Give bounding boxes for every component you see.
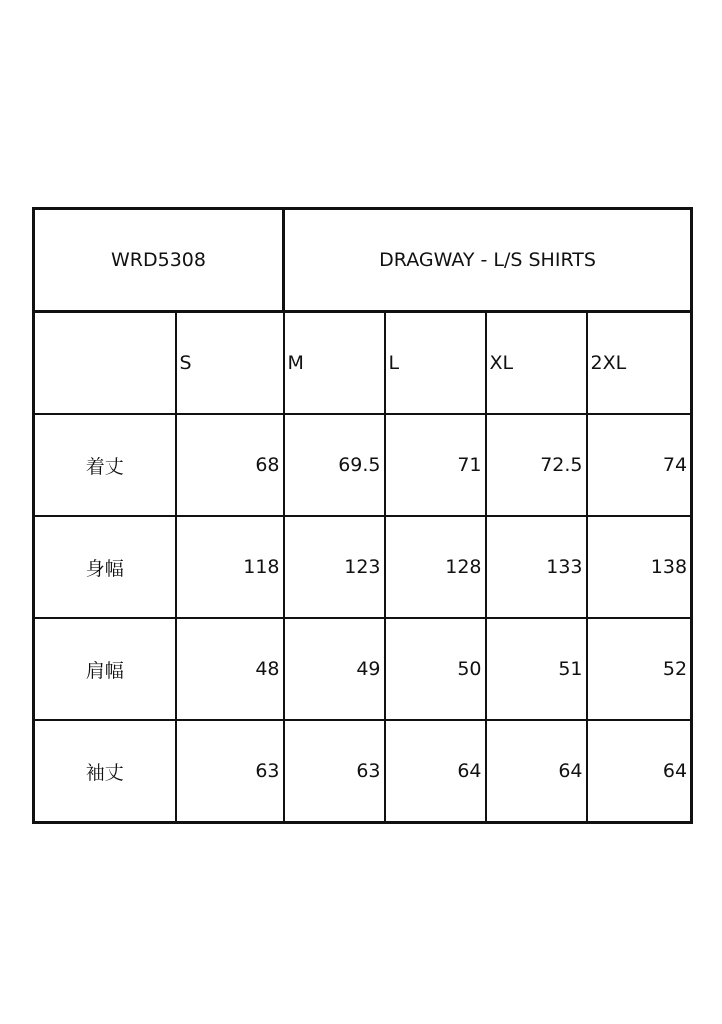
size-label-xl: XL — [486, 312, 587, 415]
row-label: 身幅 — [34, 516, 176, 618]
size-label-2xl: 2XL — [587, 312, 692, 415]
size-label-l: L — [385, 312, 486, 415]
value-cell: 123 — [284, 516, 385, 618]
value-cell: 49 — [284, 618, 385, 720]
row-label: 肩幅 — [34, 618, 176, 720]
value-cell: 51 — [486, 618, 587, 720]
value-cell: 133 — [486, 516, 587, 618]
value-cell: 69.5 — [284, 414, 385, 516]
row-label: 袖丈 — [34, 720, 176, 823]
corner-cell — [34, 312, 176, 415]
value-cell: 63 — [176, 720, 284, 823]
size-label-m: M — [284, 312, 385, 415]
value-cell: 118 — [176, 516, 284, 618]
value-cell: 48 — [176, 618, 284, 720]
product-code: WRD5308 — [34, 209, 284, 312]
value-cell: 128 — [385, 516, 486, 618]
value-cell: 74 — [587, 414, 692, 516]
header-row — [34, 209, 692, 312]
measurement-row-length — [34, 414, 692, 516]
product-name: DRAGWAY - L/S SHIRTS — [284, 209, 692, 312]
row-label: 着丈 — [34, 414, 176, 516]
value-cell: 72.5 — [486, 414, 587, 516]
value-cell: 64 — [587, 720, 692, 823]
measurement-row-sleeve — [34, 720, 692, 823]
value-cell: 50 — [385, 618, 486, 720]
measurement-row-width — [34, 516, 692, 618]
size-label-s: S — [176, 312, 284, 415]
value-cell: 138 — [587, 516, 692, 618]
value-cell: 71 — [385, 414, 486, 516]
value-cell: 64 — [486, 720, 587, 823]
size-chart-table — [32, 207, 693, 824]
measurement-row-shoulder — [34, 618, 692, 720]
value-cell: 52 — [587, 618, 692, 720]
value-cell: 64 — [385, 720, 486, 823]
size-row — [34, 312, 692, 415]
value-cell: 63 — [284, 720, 385, 823]
value-cell: 68 — [176, 414, 284, 516]
